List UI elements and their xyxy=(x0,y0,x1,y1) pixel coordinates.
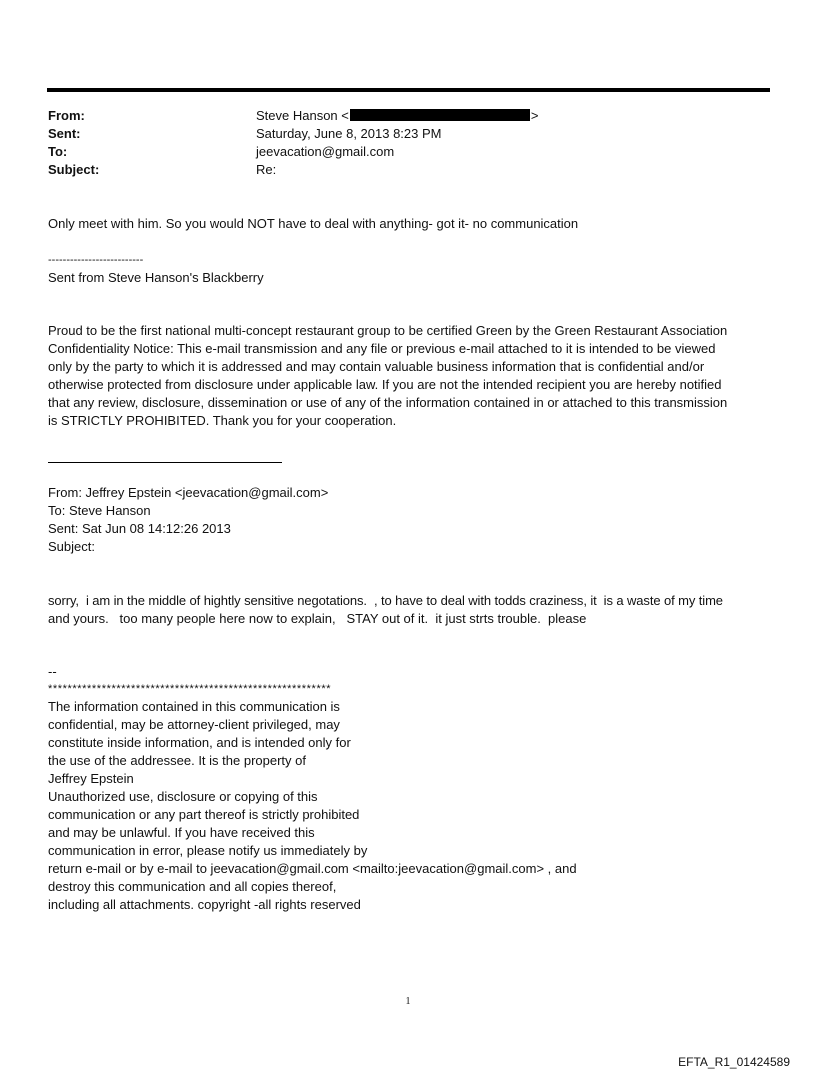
to-label: To: xyxy=(48,144,68,159)
original-subject: Subject: xyxy=(48,539,95,554)
disclaimer-line: including all attachments. copyright -all rights reserved xyxy=(48,897,361,912)
disclaimer-line: communication or any part thereof is strictly prohibited xyxy=(48,807,360,822)
quote-divider xyxy=(48,462,282,463)
subject-value: Re: xyxy=(256,162,277,177)
to-value: jeevacation@gmail.com xyxy=(256,144,395,159)
from-label: From: xyxy=(48,108,85,123)
notice-line: Confidentiality Notice: This e-mail transmission and any file or previous e-mail attached to it is intended to be viewed xyxy=(48,341,716,356)
disclaimer-stars: ********************************************************** xyxy=(48,683,332,695)
redaction-box xyxy=(350,109,530,121)
notice-line: is STRICTLY PROHIBITED. Thank you for your cooperation. xyxy=(48,413,397,428)
header-rule xyxy=(47,88,770,92)
sent-value: Saturday, June 8, 2013 8:23 PM xyxy=(256,126,442,141)
from-value-name: Steve Hanson < xyxy=(256,108,349,123)
reply-signature: Sent from Steve Hanson's Blackberry xyxy=(48,270,264,285)
disclaimer-line: confidential, may be attorney-client privileged, may xyxy=(48,717,340,732)
notice-line: otherwise protected from disclosure under applicable law. If you are not the intended recipient you are hereby notified xyxy=(48,377,722,392)
original-body-line: sorry, i am in the middle of hightly sensitive negotations. , to have to deal with todds craziness, it is a waste of my time xyxy=(48,593,723,608)
original-body-line: and yours. too many people here now to explain, STAY out of it. it just strts trouble. please xyxy=(48,611,587,626)
reply-body: Only meet with him. So you would NOT have to deal with anything- got it- no communication xyxy=(48,216,579,231)
disclaimer-line: constitute inside information, and is intended only for xyxy=(48,735,351,750)
original-from: From: Jeffrey Epstein <jeevacation@gmail.com> xyxy=(48,485,329,500)
from-value xyxy=(256,107,538,125)
disclaimer-line: Jeffrey Epstein xyxy=(48,771,134,786)
subject-label: Subject: xyxy=(48,162,100,177)
disclaimer-line: destroy this communication and all copies thereof, xyxy=(48,879,337,894)
notice-line: that any review, disclosure, dissemination or use of any of the information contained in or attached to this transmission xyxy=(48,395,728,410)
page-number: 1 xyxy=(405,996,411,1007)
original-to: To: Steve Hanson xyxy=(48,503,151,518)
from-value-close: > xyxy=(530,108,539,123)
disclaimer-dashes: -- xyxy=(48,664,57,679)
notice-line: Proud to be the first national multi-concept restaurant group to be certified Green by the Green Restaurant Association xyxy=(48,323,728,338)
disclaimer-line: communication in error, please notify us immediately by xyxy=(48,843,368,858)
disclaimer-line: Unauthorized use, disclosure or copying of this xyxy=(48,789,318,804)
sent-label: Sent: xyxy=(48,126,81,141)
reply-separator: -------------------------- xyxy=(48,254,144,266)
bates-number: EFTA_R1_01424589 xyxy=(678,1055,790,1069)
original-sent: Sent: Sat Jun 08 14:12:26 2013 xyxy=(48,521,231,536)
disclaimer-line: the use of the addressee. It is the property of xyxy=(48,753,306,768)
notice-line: only by the party to which it is addressed and may contain valuable business information that is confidential and/or xyxy=(48,359,705,374)
disclaimer-line: and may be unlawful. If you have received this xyxy=(48,825,315,840)
disclaimer-line: The information contained in this communication is xyxy=(48,699,340,714)
disclaimer-line: return e-mail or by e-mail to jeevacation@gmail.com <mailto:jeevacation@gmail.com> , and xyxy=(48,861,577,876)
